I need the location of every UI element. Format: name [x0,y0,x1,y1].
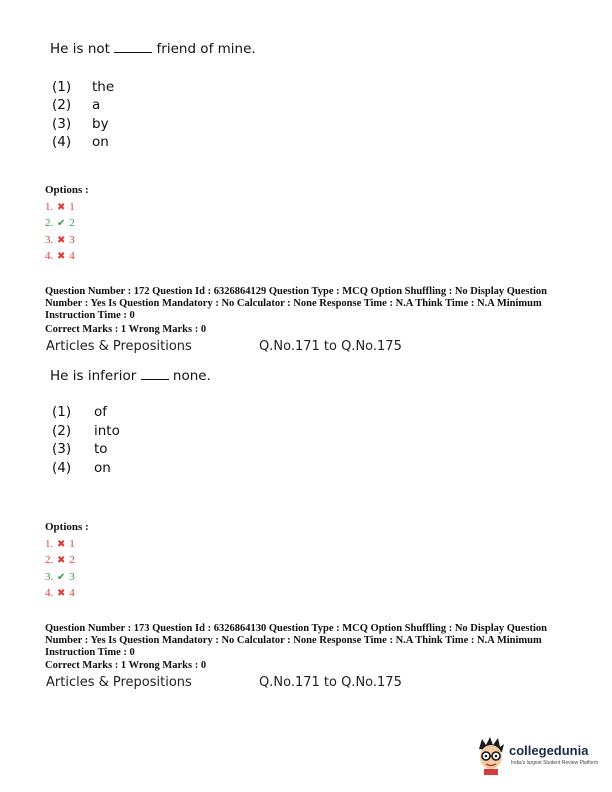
cross-icon: ✖ [57,202,66,213]
question-meta: Question Number : 172 Question Id : 6326864129 Question Type : MCQ Option Shuffling : No Display Question Number : Yes Is Question Mandatory : No Calculator : None Response Time : N.A Think Time : N.A Minimum Instruction Time : 0 [45,286,548,321]
answer-option: 4. ✖ 4 [45,250,75,262]
cross-icon: ✖ [57,251,66,262]
section-title: Articles & Prepositions [46,339,192,354]
answer-option: 3. ✖ 3 [45,234,75,246]
blank-line [114,51,152,53]
answer-option: 2. ✔ 2 [45,217,75,229]
section-title: Articles & Prepositions [46,675,192,690]
marks-info: Correct Marks : 1 Wrong Marks : 0 [45,324,207,335]
answer-option: 2. ✖ 2 [45,554,75,566]
check-icon: ✔ [57,218,66,229]
logo-tagline: India's largest Student Review Platform [511,760,599,766]
cross-icon: ✖ [57,588,66,599]
marks-info: Correct Marks : 1 Wrong Marks : 0 [45,660,207,671]
answer-option: 1. ✖ 1 [45,538,75,550]
question-stem: He is inferior none. [50,368,211,384]
question-meta: Question Number : 173 Question Id : 6326864130 Question Type : MCQ Option Shuffling : No Display Question Number : Yes Is Question Mandatory : No Calculator : None Response Time : N.A Think Time : N.A Minimum Instruction Time : 0 [45,623,548,658]
options-label: Options : [45,184,89,196]
cross-icon: ✖ [57,555,66,566]
cross-icon: ✖ [57,235,66,246]
logo-wordmark: collegedunia [509,743,589,758]
blank-line [141,378,169,380]
answer-option: 4. ✖ 4 [45,587,75,599]
cross-icon: ✖ [57,539,66,550]
check-icon: ✔ [57,572,66,583]
question-range: Q.No.171 to Q.No.175 [259,339,402,354]
collegedunia-logo [474,735,604,777]
answer-option: 3. ✔ 3 [45,571,75,583]
options-label: Options : [45,521,89,533]
answer-option: 1. ✖ 1 [45,201,75,213]
mascot-icon [474,735,508,775]
question-range: Q.No.171 to Q.No.175 [259,675,402,690]
question-stem: He is not friend of mine. [50,41,256,57]
